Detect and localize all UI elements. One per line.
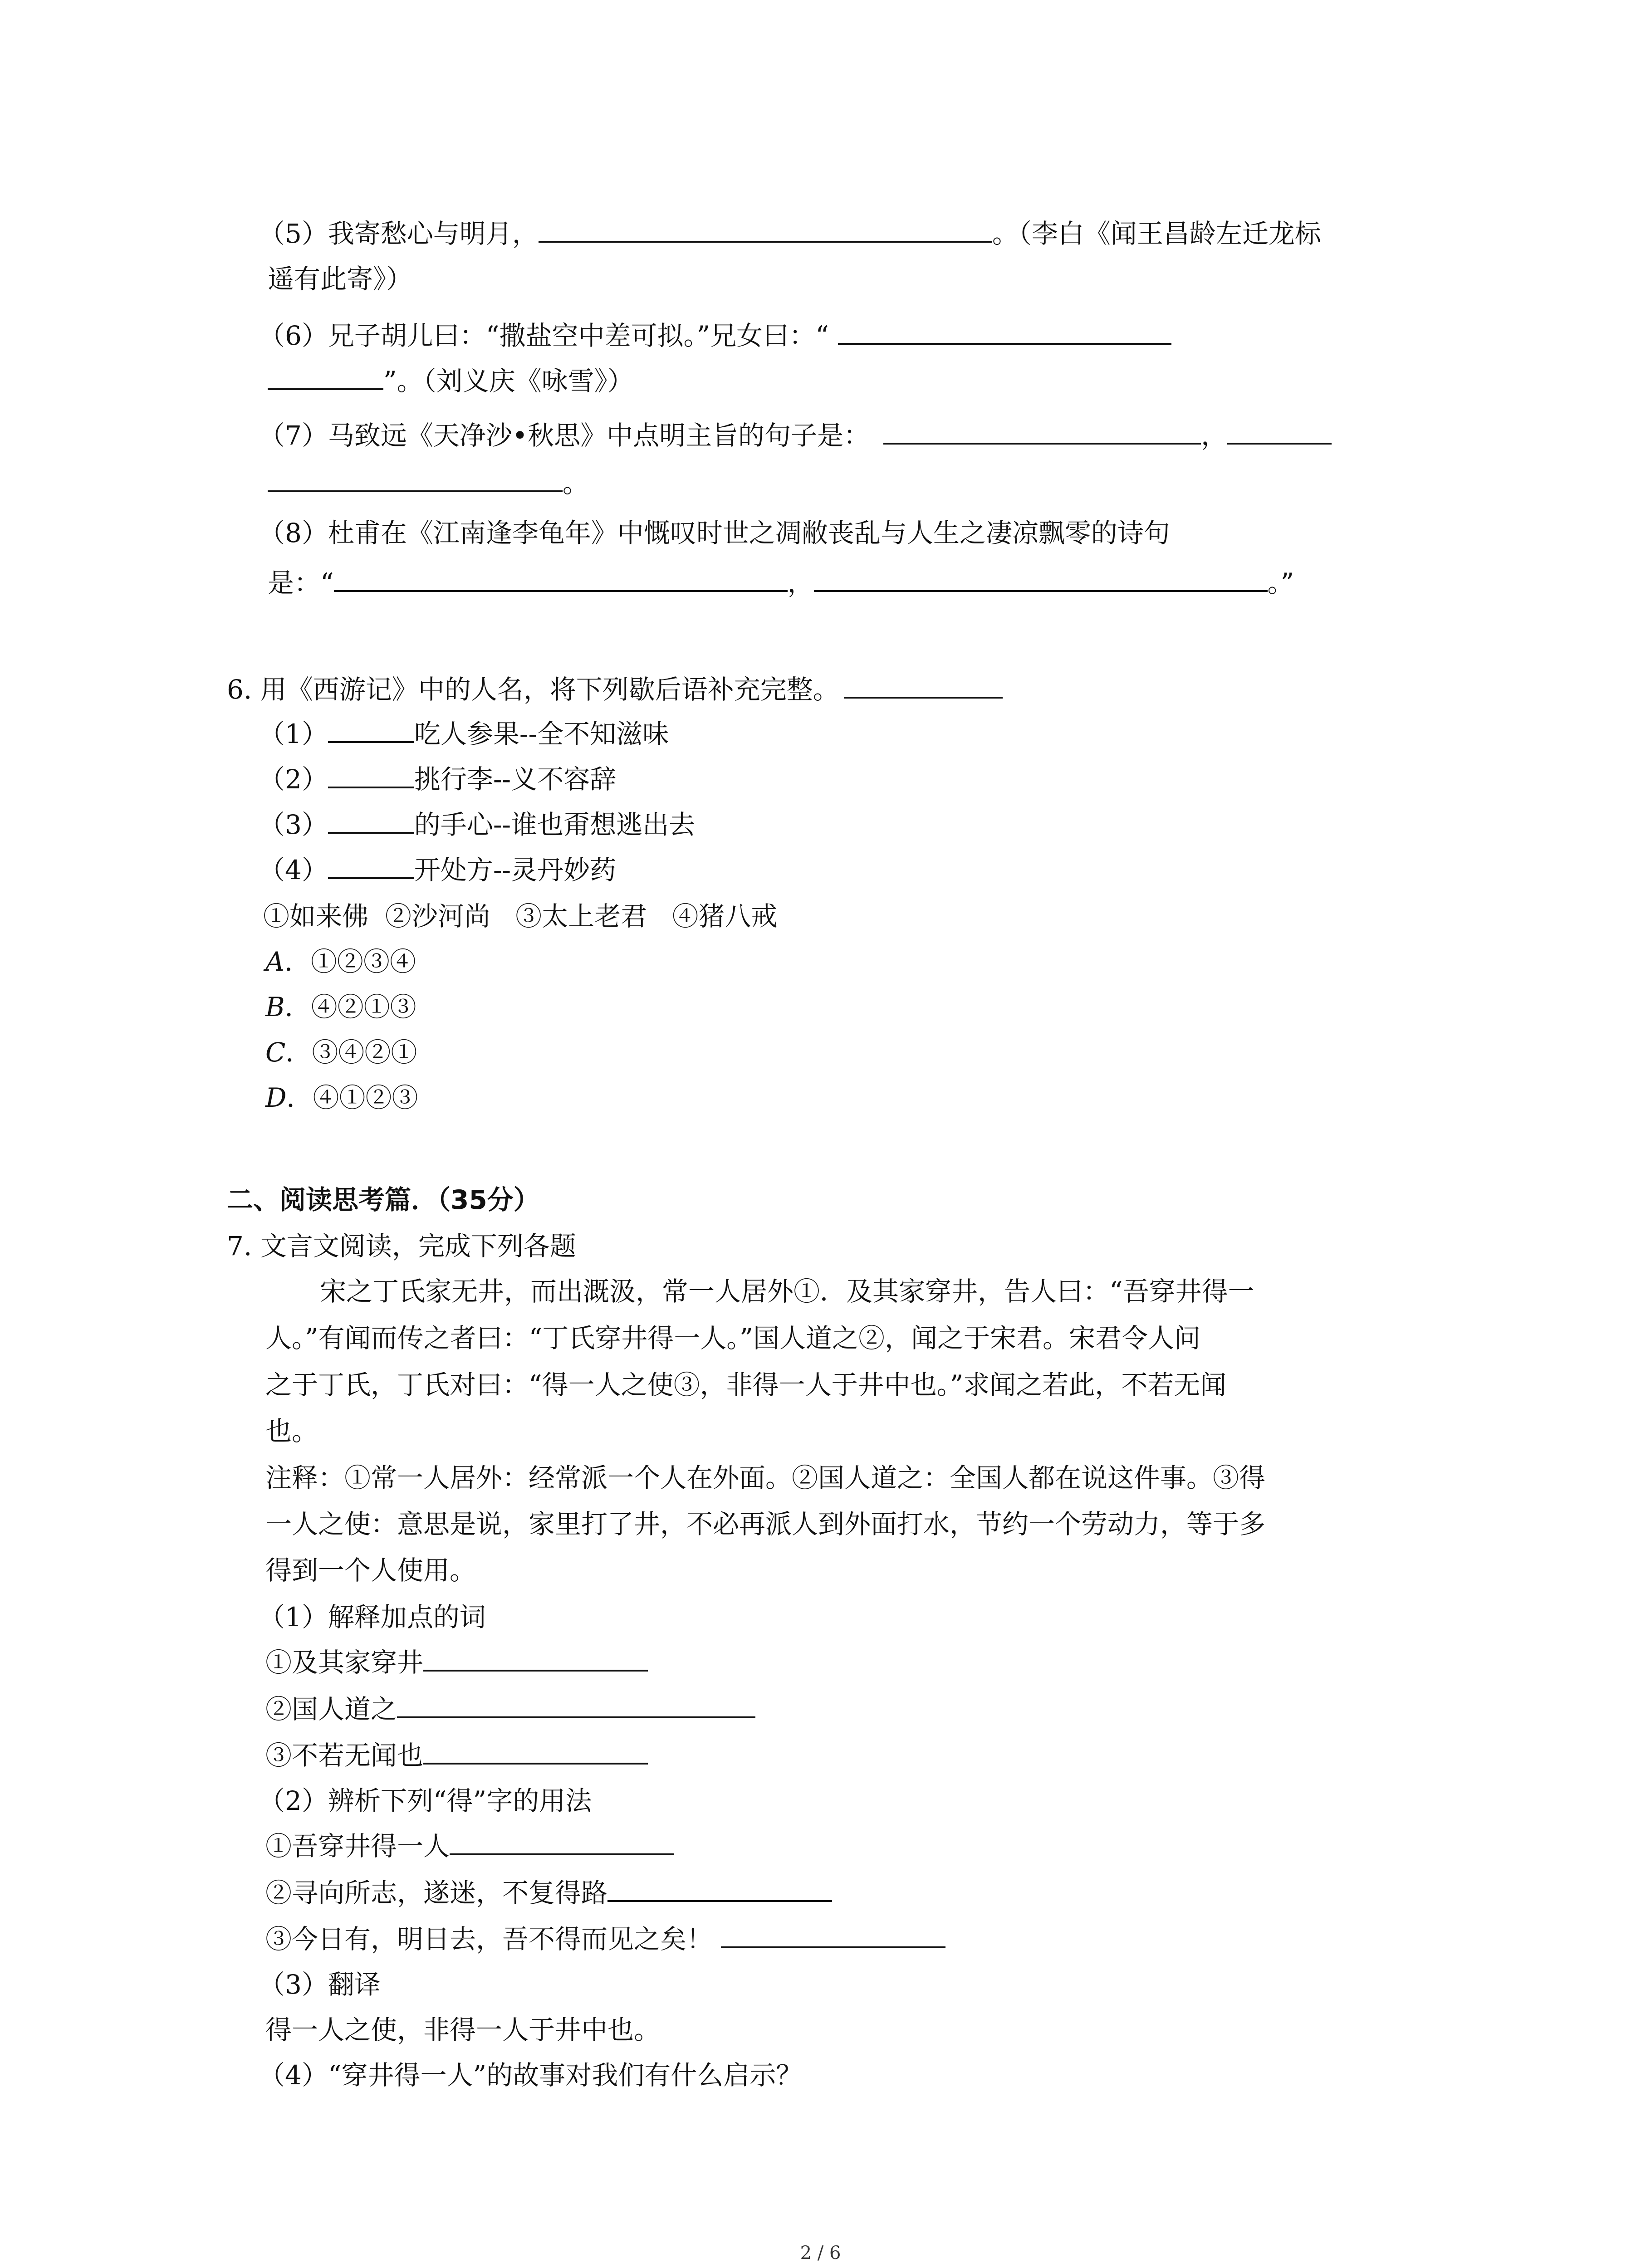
- q7-sub3-heading: （3）翻译: [259, 1969, 381, 2000]
- option-letter: C: [265, 1037, 286, 1068]
- option-text: ．④②①③: [284, 992, 416, 1022]
- q6-item-number: （2）: [259, 764, 328, 795]
- q7-sub2-heading: （2）辨析下列“得”字的用法: [259, 1785, 592, 1816]
- q7-sub4-heading: （4）“穿井得一人”的故事对我们有什么启示？: [259, 2060, 803, 2091]
- q6-option-b[interactable]: [265, 991, 416, 1023]
- q5-item5-text-a: （5）我寄愁心与明月，: [259, 218, 539, 249]
- q7-stem: 7. 文言文阅读，完成下列各题: [227, 1231, 576, 1261]
- q5-item7-blank-b[interactable]: [1227, 422, 1332, 445]
- q5-item8-blank-a[interactable]: [334, 569, 788, 592]
- q7-sub2-item: [265, 1923, 945, 1955]
- q7-sub1-item-text: ①及其家穿井: [265, 1647, 424, 1678]
- q7-sub1-item: [265, 1647, 648, 1678]
- q6-item-blank[interactable]: [328, 720, 414, 743]
- passage-line: 也。: [265, 1416, 318, 1447]
- q5-item8-text-b: 是：“: [268, 567, 334, 598]
- option-letter: B: [265, 992, 285, 1022]
- q5-item5-text-b: 。（李白《闻王昌龄左迁龙标: [992, 218, 1321, 249]
- q6-item-text: 的手心--谁也甭想逃出去: [414, 809, 696, 840]
- q7-sub2-item-text: ③今日有，明日去，吾不得而见之矣！: [265, 1924, 713, 1955]
- answer-blank[interactable]: [423, 1742, 648, 1765]
- q5-item7-line2: [268, 467, 589, 499]
- answer-blank[interactable]: [423, 1649, 648, 1672]
- q5-item8-comma: ，: [787, 567, 814, 598]
- q5-item7-blank-c[interactable]: [268, 469, 563, 492]
- q5-item6-line2: [268, 365, 634, 397]
- q5-item8-blank-b[interactable]: [814, 569, 1268, 592]
- q7-sub2-item: [265, 1877, 832, 1909]
- q6-stem: 6. 用《西游记》中的人名，将下列歇后语补充完整。: [227, 674, 839, 705]
- q5-item7-blank-a[interactable]: [883, 422, 1201, 445]
- q7-sub1-heading: （1）解释加点的词: [259, 1602, 486, 1633]
- passage-line: 宋之丁氏家无井，而出溉汲，常一人居外①．及其家穿井，告人曰：“吾穿井得一: [320, 1276, 1254, 1307]
- section-title: 二、阅读思考篇．（35分）: [227, 1184, 540, 1215]
- q5-item6-line1: [259, 320, 1171, 352]
- q5-item5-blank[interactable]: [539, 220, 992, 243]
- q6-item-blank[interactable]: [328, 766, 414, 788]
- q5-item6-blank-b[interactable]: [268, 367, 383, 390]
- q6-item-1: [259, 718, 669, 750]
- q5-item7-comma: ，: [1201, 420, 1228, 451]
- q6-item-number: （1）: [259, 719, 328, 749]
- q7-sub1-item: [265, 1740, 648, 1771]
- answer-blank[interactable]: [450, 1833, 674, 1855]
- q5-item8-line1: （8）杜甫在《江南逢李龟年》中慨叹时世之凋敝丧乱与人生之凄凉飘零的诗句: [259, 518, 1170, 548]
- q6-item-2: [259, 763, 616, 795]
- option-text: ．①②③④: [284, 946, 416, 977]
- option-text: ．③④②①: [285, 1037, 417, 1068]
- q5-item8-end: 。”: [1267, 567, 1294, 598]
- option-text: ．④①②③: [286, 1082, 418, 1113]
- passage-line: 之于丁氏，丁氏对曰：“得一人之使③，非得一人于井中也。”求闻之若此，不若无闻: [265, 1369, 1227, 1400]
- q7-sub2-item: [265, 1830, 674, 1862]
- q5-item7-text-a: （7）马致远《天净沙•秋思》中点明主旨的句子是：: [259, 420, 870, 451]
- q5-item7-line1: [259, 420, 1332, 451]
- q7-sub2-item-text: ①吾穿井得一人: [265, 1831, 450, 1862]
- note-line: 注释：①常一人居外：经常派一个人在外面。②国人道之：全国人都在说这件事。③得: [265, 1462, 1266, 1493]
- answer-blank[interactable]: [721, 1926, 945, 1948]
- q5-item6-text-a: （6）兄子胡儿曰：“撒盐空中差可拟。”兄女曰：“: [259, 320, 829, 351]
- q6-option-c[interactable]: [265, 1036, 417, 1068]
- option-letter: A: [265, 946, 284, 977]
- q6-item-number: （4）: [259, 855, 328, 885]
- q6-option-d[interactable]: [265, 1082, 418, 1114]
- q6-item-blank[interactable]: [328, 811, 414, 834]
- q7-sub2-item-text: ②寻向所志，遂迷，不复得路: [265, 1877, 608, 1908]
- q5-item5-line2: 遥有此寄》）: [268, 264, 413, 294]
- q6-item-blank[interactable]: [328, 856, 414, 879]
- q6-item-4: [259, 854, 616, 886]
- q6-item-text: 吃人参果--全不知滋味: [414, 719, 669, 749]
- page-number: 2 / 6: [800, 2243, 841, 2263]
- q5-item6-text-b: ”。（刘义庆《咏雪》）: [383, 366, 634, 396]
- q7-sub1-item-text: ③不若无闻也: [265, 1740, 424, 1771]
- q6-item-text: 挑行李--义不容辞: [414, 764, 617, 795]
- option-letter: D: [265, 1082, 287, 1113]
- answer-blank[interactable]: [397, 1696, 755, 1718]
- q5-item8-line2: [268, 567, 1294, 599]
- q6-option-a[interactable]: [265, 946, 416, 978]
- q6-item-text: 开处方--灵丹妙药: [414, 855, 617, 885]
- passage-line: 人。”有闻而传之者曰：“丁氏穿井得一人。”国人道之②，闻之于宋君。宋君令人问: [265, 1323, 1200, 1354]
- q7-sub3-text: 得一人之使，非得一人于井中也。: [265, 2014, 661, 2045]
- q7-sub1-item: [265, 1693, 755, 1725]
- q6-item-3: [259, 809, 695, 841]
- note-line: 得到一个人使用。: [265, 1555, 476, 1586]
- q5-item5-line1: [259, 218, 1321, 249]
- q7-sub1-item-text: ②国人道之: [265, 1694, 397, 1725]
- answer-blank[interactable]: [607, 1879, 832, 1902]
- q6-stem-line: [227, 674, 1003, 705]
- q5-item7-end: 。: [563, 468, 589, 499]
- q6-answer-blank[interactable]: [844, 676, 1003, 699]
- q6-name-list: ①如来佛 ②沙河尚 ③太上老君 ④猪八戒: [263, 901, 778, 932]
- q6-item-number: （3）: [259, 809, 328, 840]
- q5-item6-blank-a[interactable]: [838, 322, 1171, 345]
- note-line: 一人之使：意思是说，家里打了井，不必再派人到外面打水，节约一个劳动力，等于多: [265, 1509, 1266, 1540]
